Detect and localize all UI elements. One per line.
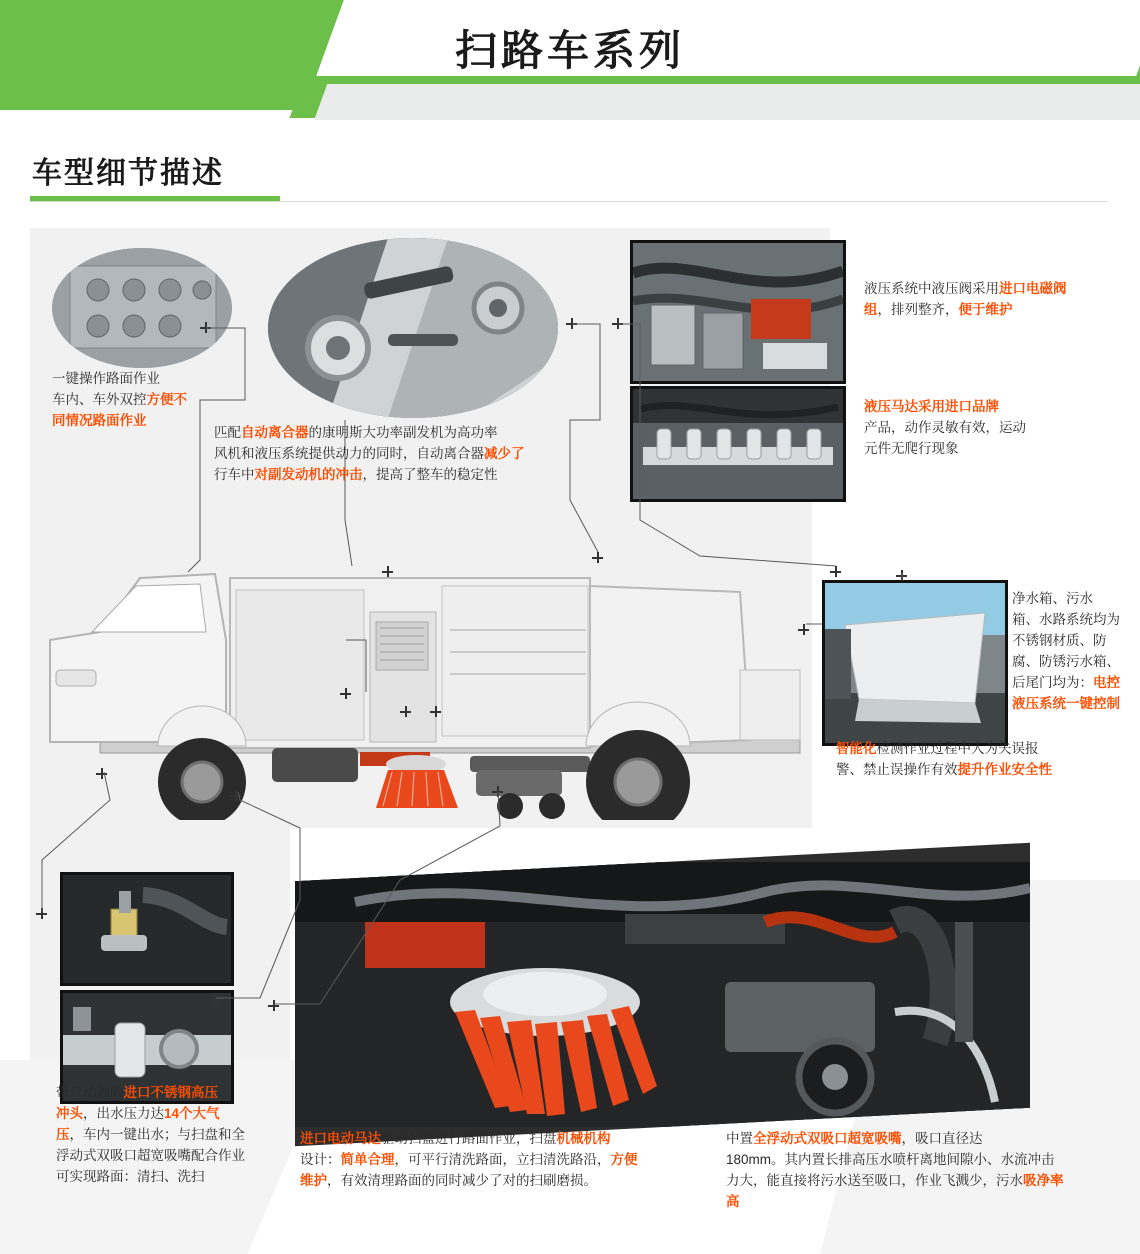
caption-hydraulic-valve bbox=[864, 278, 1094, 320]
caption-wt-p6: 液压系统一键控制 bbox=[1012, 696, 1120, 711]
caption-smart-detection bbox=[836, 738, 1136, 780]
marker-sweeper-disc[interactable] bbox=[492, 786, 503, 797]
tailgate-tank-icon bbox=[825, 583, 1005, 743]
marker-joint-photo-anchor[interactable] bbox=[210, 994, 221, 1005]
caption-wt-p0: 净水箱、污水 bbox=[1012, 591, 1093, 606]
caption-sw-p7: 维护 bbox=[300, 1173, 327, 1188]
caption-sd-p2: 警、禁止误操作有效 bbox=[836, 762, 958, 777]
marker-pipe-joint[interactable] bbox=[230, 790, 241, 801]
caption-su-p5: 吸净率 bbox=[1023, 1173, 1064, 1188]
hydraulic-motor-photo bbox=[630, 386, 846, 502]
caption-clutch-p0: 匹配 bbox=[214, 425, 241, 440]
caption-hm-p1: 产品，动作灵敏有效，运动 bbox=[864, 420, 1026, 435]
caption-hydraulic-motor bbox=[864, 396, 1100, 459]
caption-clutch-p3: 风机和液压系统提供动力的同时，自动离合器 bbox=[214, 446, 484, 461]
water-tank-photo bbox=[822, 580, 1008, 746]
caption-sd-p0: 智能化 bbox=[836, 741, 877, 756]
caption-sweeper bbox=[300, 1128, 700, 1191]
marker-panel-photo-anchor[interactable] bbox=[200, 322, 211, 333]
caption-suction bbox=[726, 1128, 1126, 1212]
caption-clutch-p7: ，提高了整车的稳定性 bbox=[362, 467, 498, 482]
marker-nozzle[interactable] bbox=[96, 768, 107, 779]
marker-hydraulic-valve[interactable] bbox=[592, 552, 603, 563]
marker-joint-photo-anchor2[interactable] bbox=[268, 1000, 279, 1011]
marker-underbody-a[interactable] bbox=[400, 706, 411, 717]
caption-su-p1: 全浮动式双吸口超宽吸嘴 bbox=[753, 1131, 902, 1146]
caption-one-key-l3: 同情况路面作业 bbox=[52, 413, 147, 428]
caption-sd-p3: 提升作业安全性 bbox=[957, 762, 1052, 777]
marker-engine-clutch[interactable] bbox=[382, 566, 393, 577]
caption-sw-p3: 设计： bbox=[300, 1152, 341, 1167]
caption-sw-p8: ，有效清理路面的同时减少了对的扫刷磨损。 bbox=[327, 1173, 597, 1188]
caption-nz-p3: ，出水压力达 bbox=[83, 1106, 164, 1121]
caption-one-key-l2: 车内、车外双控 bbox=[52, 392, 147, 407]
caption-nz-p6: ，车内一键出水；与扫盘和全 bbox=[69, 1127, 245, 1142]
hydraulic-hoses-icon bbox=[633, 243, 843, 381]
caption-clutch-p6: 对副发动机的冲击 bbox=[254, 467, 363, 482]
caption-su-p6: 高 bbox=[726, 1194, 740, 1209]
high-pressure-nozzle-photo bbox=[60, 872, 234, 986]
caption-nz-p8: 可实现路面：清扫、洗扫 bbox=[56, 1169, 205, 1184]
caption-one-key-l2b: 方便不 bbox=[146, 392, 187, 407]
engine-clutch-icon bbox=[268, 238, 558, 418]
caption-one-key-l1: 一键操作路面作业 bbox=[52, 371, 160, 386]
caption-clutch-p1: 自动离合器 bbox=[241, 425, 309, 440]
caption-sw-p6: 方便 bbox=[610, 1152, 638, 1167]
caption-nz-p1: 进口不锈钢高压 bbox=[123, 1085, 218, 1100]
truck-side-view-icon bbox=[40, 520, 830, 820]
marker-underbody-b[interactable] bbox=[430, 706, 441, 717]
caption-hm-p0: 液压马达采用进口品牌 bbox=[864, 399, 999, 414]
section-underline-line bbox=[30, 201, 1108, 202]
caption-clutch-p4: 减少了 bbox=[484, 446, 525, 461]
caption-su-p2: ，吸口直径达 bbox=[901, 1131, 983, 1146]
caption-clutch-p5: 行车中 bbox=[214, 467, 255, 482]
caption-nz-p0: 带气动阀的 bbox=[56, 1085, 124, 1100]
caption-sw-p1: 驱动扫盘进行路面作业，扫盘 bbox=[381, 1131, 557, 1146]
caption-hv-p4: 便于维护 bbox=[958, 302, 1013, 317]
caption-clutch bbox=[214, 422, 554, 485]
marker-nozzle-photo-anchor[interactable] bbox=[36, 908, 47, 919]
caption-sd-p1: 检测作业过程中人为失误报 bbox=[876, 741, 1039, 756]
caption-nz-p2: 冲头 bbox=[56, 1106, 83, 1121]
caption-wt-p3: 腐、防锈污水箱、 bbox=[1012, 654, 1120, 669]
section-title: 车型细节描述 bbox=[32, 157, 224, 190]
hydraulic-valve-photo bbox=[630, 240, 846, 384]
sweeper-assembly-icon bbox=[295, 862, 1030, 1127]
caption-wt-p4: 后尾门均为： bbox=[1012, 675, 1093, 690]
truck-illustration bbox=[40, 520, 830, 820]
page-title: 扫路车系列 bbox=[454, 27, 685, 74]
control-panel-buttons-icon bbox=[52, 248, 232, 368]
hydraulic-manifold-icon bbox=[633, 389, 843, 499]
caption-wt-p2: 不锈钢材质、防 bbox=[1012, 633, 1107, 648]
caption-sw-p2: 机械机构 bbox=[556, 1131, 611, 1146]
caption-water-tank bbox=[1012, 588, 1134, 714]
header-grey-shape bbox=[313, 84, 1140, 120]
caption-hv-p3: ，排列整齐， bbox=[877, 302, 959, 317]
marker-valve-photo-anchor2[interactable] bbox=[612, 318, 623, 329]
marker-valve-photo-anchor[interactable] bbox=[566, 318, 577, 329]
caption-nz-p7: 浮动式双吸口超宽吸嘴配合作业 bbox=[56, 1148, 245, 1163]
marker-water-tank[interactable] bbox=[830, 566, 841, 577]
caption-hv-p2: 组 bbox=[864, 302, 878, 317]
caption-su-p3: 180mm。其内置长排高压水喷杆离地间隙小、水流冲击 bbox=[726, 1152, 1055, 1167]
caption-nz-p5: 压 bbox=[56, 1127, 70, 1142]
caption-nozzle bbox=[56, 1082, 306, 1187]
caption-sw-p0: 进口电动马达 bbox=[300, 1131, 381, 1146]
caption-su-p0: 中置 bbox=[726, 1131, 753, 1146]
marker-tank-photo-anchor[interactable] bbox=[798, 624, 809, 635]
caption-su-p4: 力大，能直接将污水送至吸口，作业飞溅少，污水 bbox=[726, 1173, 1023, 1188]
nozzle-icon bbox=[63, 875, 231, 983]
caption-wt-p1: 箱、水路系统均为 bbox=[1012, 612, 1120, 627]
control-panel-photo bbox=[52, 248, 232, 368]
engine-clutch-photo bbox=[268, 238, 558, 418]
caption-hv-p0: 液压系统中液压阀采用 bbox=[864, 281, 999, 296]
caption-wt-p5: 电控 bbox=[1093, 675, 1120, 690]
marker-control-panel[interactable] bbox=[340, 688, 351, 699]
sweeper-disc-photo bbox=[295, 843, 1030, 1147]
caption-nz-p4: 14个大气 bbox=[164, 1106, 220, 1121]
caption-hv-p1: 进口电磁阀 bbox=[999, 281, 1067, 296]
caption-sw-p4: 简单合理 bbox=[340, 1152, 395, 1167]
caption-clutch-p2: 的康明斯大功率副发机为高功率 bbox=[308, 425, 498, 440]
caption-hm-p2: 元件无爬行现象 bbox=[864, 441, 959, 456]
marker-tank-photo-top[interactable] bbox=[896, 570, 907, 581]
caption-sw-p5: ，可平行清洗路面，立扫清洗路沿， bbox=[394, 1152, 611, 1167]
